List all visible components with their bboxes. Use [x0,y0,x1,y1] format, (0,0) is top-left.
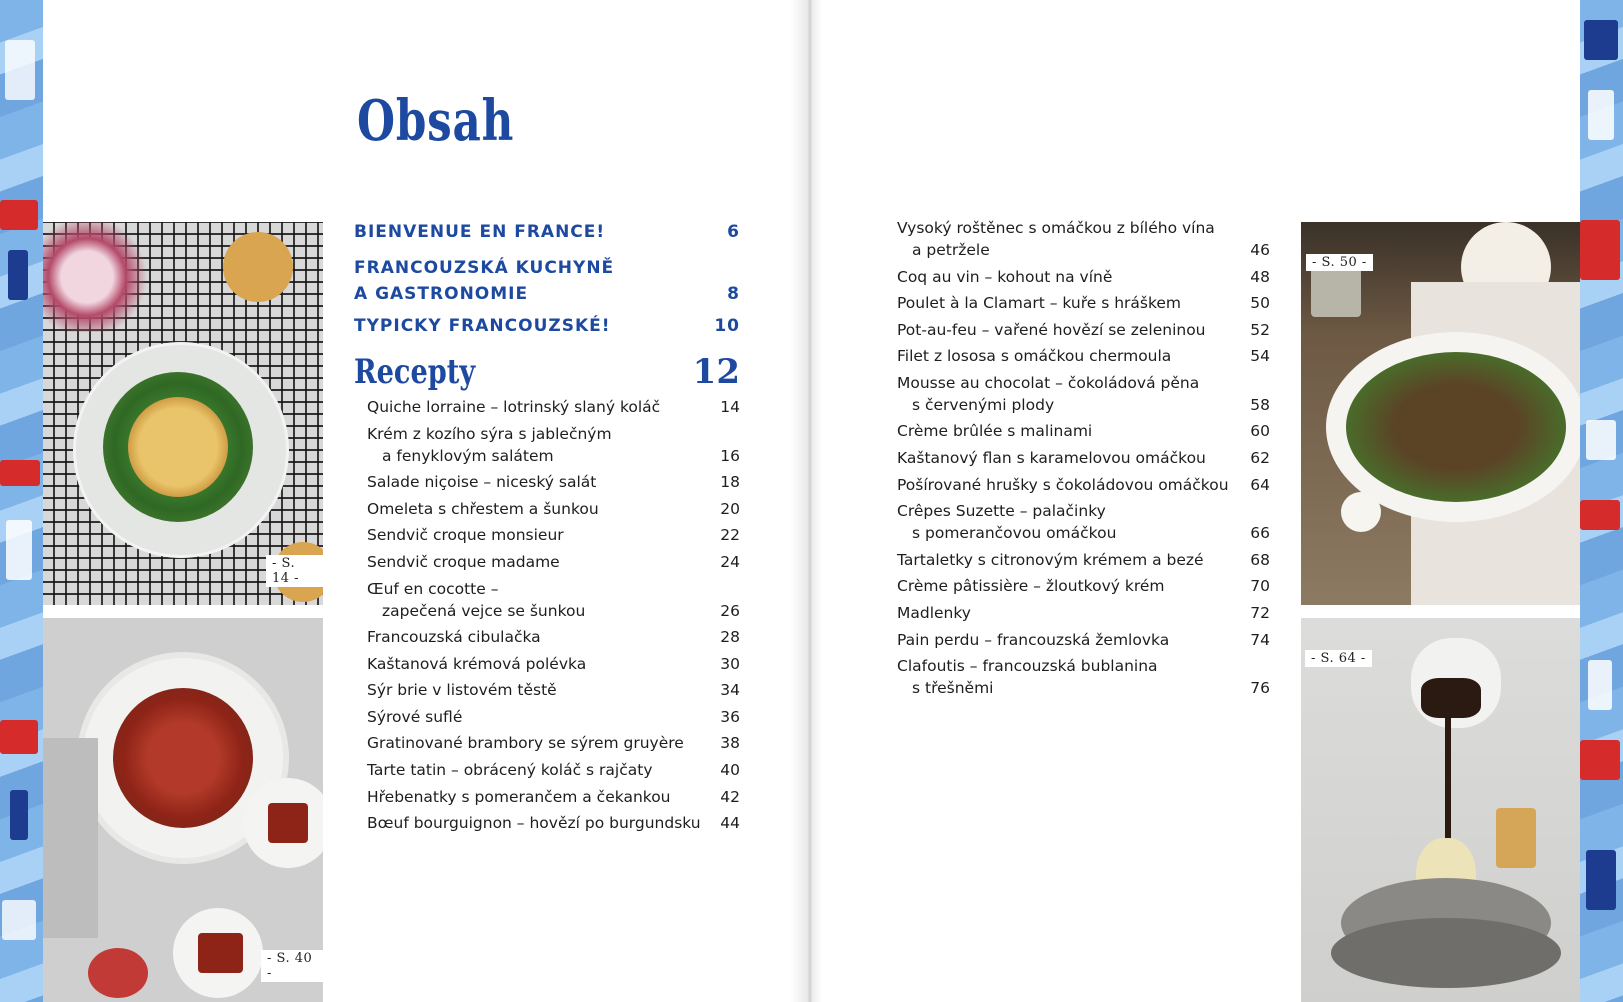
toc-entry-title: Tartaletky s citronovým krémem a bezé [897,550,1204,569]
toc-entry-title: Vysoký roštěnec s omáčkou z bílého vína [897,219,1215,237]
toc-entry-page-number: 40 [720,761,740,779]
toc-entry [367,732,740,754]
toc-entry [897,602,1270,624]
toc-entry [367,471,740,493]
toc-entry [367,498,740,520]
toc-entry-page-number: 58 [1250,395,1270,414]
toc-entry-page-number: 16 [720,446,740,465]
toc-entry [367,653,740,675]
toc-entry-page-number: 50 [1250,294,1270,313]
toc-entry-title: Pošírované hrušky s čokoládovou omáčkou [897,475,1229,494]
toc-entry-page-number: 48 [1250,267,1270,286]
toc-entry-page-number: 64 [1250,475,1270,494]
toc-entry-title-continued: s třešněmi [912,679,994,698]
quiche-photo [43,222,323,605]
toc-entry [897,266,1270,288]
toc-entry-title: Bœuf bourguignon – hovězí po burgundsku [367,814,701,833]
book-gutter [790,0,822,1002]
toc-entry [897,575,1270,597]
toc-entry-page-number: 30 [720,654,740,673]
tarte-tatin-photo [43,618,323,1002]
toc-entry [367,706,740,728]
toc-entry-page-number: 20 [720,499,740,518]
toc-entry [367,423,740,467]
toc-entry-page-number: 66 [1250,524,1270,543]
toc-entry-title: Clafoutis – francouzská bublanina [897,657,1158,676]
toc-entry-title: Sýr brie v listovém těstě [367,681,557,700]
toc-entry-title: Madlenky [897,603,971,622]
toc-entry-title: Œuf en cocotte – [367,579,499,598]
toc-entry-title: Gratinované brambory se sýrem gruyère [367,734,684,753]
toc-entry [897,500,1270,544]
toc-entry-page-number: 28 [720,628,740,646]
toc-intro-item: BIENVENUE EN FRANCE! 6 [354,222,740,242]
toc-entry-title: Sýrové suflé [367,707,463,726]
toc-entry [897,420,1270,442]
toc-entry [367,524,740,546]
toc-entry-page-number: 22 [720,526,740,545]
toc-entry-title: Mousse au chocolat – čokoládová pěna [897,373,1200,392]
toc-entry [897,655,1270,699]
toc-intro-item: TYPICKY FRANCOUZSKÉ! 10 [354,316,740,336]
page-title: Obsah [357,88,515,154]
toc-entry-page-number: 34 [720,681,740,700]
page-reference-tag: - S. 14 - [266,555,323,587]
toc-entry-page-number: 38 [720,734,740,753]
toc-entry-page-number: 36 [720,707,740,726]
toc-entry-page-number: 72 [1250,603,1270,622]
toc-entry-page-number: 44 [720,814,740,833]
toc-entry [367,396,740,418]
toc-entry-page-number: 42 [720,787,740,806]
toc-entry-title: Coq au vin – kohout na víně [897,267,1113,286]
toc-entry-page-number: 62 [1250,449,1270,467]
page-reference-tag: - S. 40 - [261,950,323,982]
toc-entry-page-number: 60 [1250,422,1270,441]
toc-entry [897,345,1270,367]
section-heading-recepty: Recepty 12 [354,352,740,392]
toc-entry-title: Poulet à la Clamart – kuře s hráškem [897,294,1182,313]
toc-entry-title: Kaštanová krémová polévka [367,654,587,673]
toc-entry-page-number: 14 [720,398,740,416]
toc-entry-title: Kaštanový flan s karamelovou omáčkou [897,449,1206,467]
toc-entry-title: Sendvič croque monsieur [367,526,564,545]
toc-entry-title: Quiche lorraine – lotrinský slaný koláč [367,398,661,416]
pear-photo [1301,618,1580,1002]
toc-entry [897,447,1270,469]
page-reference-tag: - S. 64 - [1305,650,1372,667]
toc-entry-title: Hřebenatky s pomerančem a čekankou [367,787,671,806]
toc-entry [367,679,740,701]
toc-entry-page-number: 26 [720,601,740,620]
toc-entry [897,292,1270,314]
toc-entry [367,812,740,834]
toc-entry-title: Filet z lososa s omáčkou chermoula [897,347,1172,366]
toc-entry [897,372,1270,416]
toc-entry-title: Crêpes Suzette – palačinky [897,502,1106,521]
toc-entry-page-number: 24 [720,552,740,571]
toc-entry-page-number: 76 [1250,679,1270,698]
toc-entry-title: Omeleta s chřestem a šunkou [367,499,599,518]
toc-entry-title-continued: s pomerančovou omáčkou [912,524,1117,543]
toc-entry [897,217,1270,261]
toc-entry-title: Crème pâtissière – žloutkový krém [897,577,1165,596]
toc-entry-title-continued: a petržele [912,241,990,259]
decorative-pattern-border-right [1580,0,1623,1002]
toc-entry [897,319,1270,341]
toc-entry-page-number: 52 [1250,320,1270,339]
decorative-pattern-border-left [0,0,43,1002]
toc-intro-item: FRANCOUZSKÁ KUCHYNĚ A GASTRONOMIE 8 [354,258,740,304]
toc-entry-title-continued: a fenyklovým salátem [382,446,554,465]
toc-entry-title: Salade niçoise – nicеský salát [367,473,597,492]
toc-entry-title: Sendvič croque madame [367,552,560,571]
toc-entry-title: Crème brûlée s malinami [897,422,1093,441]
chicken-photo [1301,222,1580,605]
toc-entry-title: Tarte tatin – obrácený koláč s rajčaty [367,761,653,779]
toc-entry-title-continued: s červenými plody [912,395,1055,414]
toc-entry-title: Pot-au-feu – vařené hovězí se zeleninou [897,320,1206,339]
toc-entry-page-number: 46 [1250,241,1270,259]
toc-entry-page-number: 18 [720,473,740,492]
toc-entry-page-number: 74 [1250,630,1270,649]
toc-entry [897,474,1270,496]
toc-entry [897,549,1270,571]
toc-entry-title: Krém z kozího sýra s jablečným [367,424,612,443]
toc-entry [367,578,740,622]
page-reference-tag: - S. 50 - [1306,254,1373,271]
toc-entry-title-continued: zapečená vejce se šunkou [382,601,586,620]
toc-entry-title: Francouzská cibulačka [367,628,541,646]
toc-entry [897,629,1270,651]
toc-entry [367,786,740,808]
toc-entry-title: Pain perdu – francouzská žemlovka [897,630,1170,649]
toc-entry-page-number: 54 [1250,347,1270,366]
toc-entry [367,759,740,781]
toc-entry [367,551,740,573]
toc-entry-page-number: 70 [1250,577,1270,596]
toc-entry-page-number: 68 [1250,550,1270,569]
toc-entry [367,626,740,648]
